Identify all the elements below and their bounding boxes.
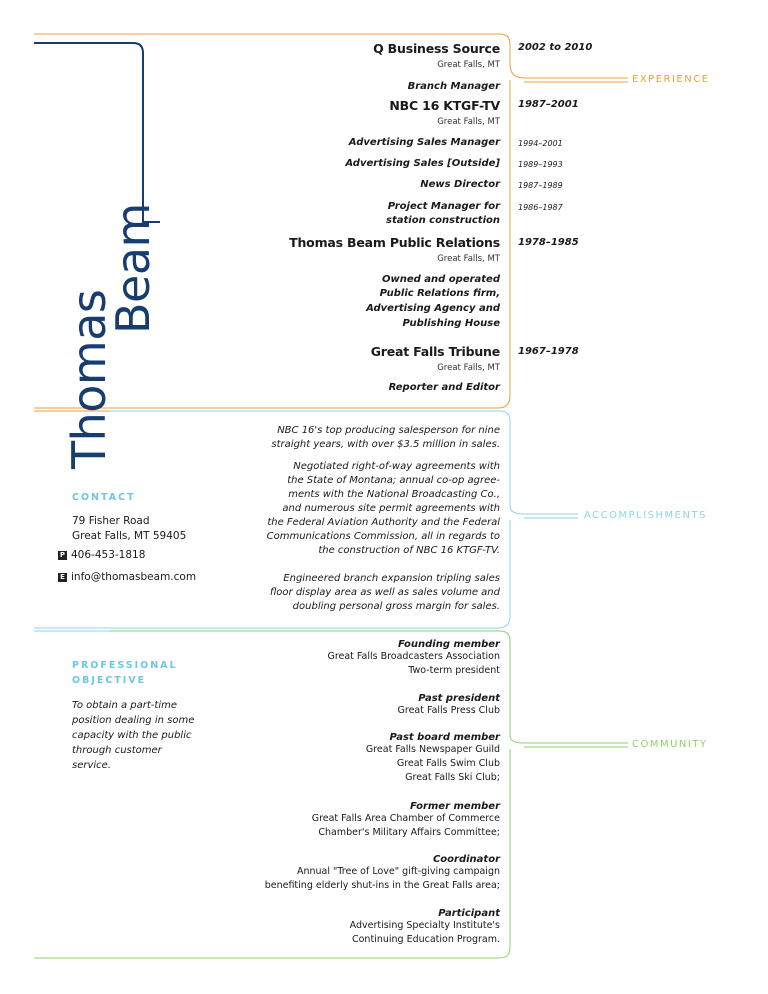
experience-frame-line bbox=[34, 34, 628, 78]
role-project-manager-2: station construction bbox=[386, 215, 500, 226]
accomplishment-1: NBC 16's top producing salesperson for nine straight years, with over $3.5 million in sales. bbox=[271, 425, 500, 450]
date-project-manager: 1986–1987 bbox=[518, 203, 563, 212]
date-tbpr: 1978–1985 bbox=[518, 237, 579, 248]
section-experience-label: EXPERIENCE bbox=[632, 74, 710, 85]
org-tbpr: Thomas Beam Public Relations bbox=[289, 235, 500, 250]
section-accomplishments-label: ACCOMPLISHMENTS bbox=[584, 510, 707, 521]
org-tribune: Great Falls Tribune bbox=[370, 344, 500, 359]
role-project-manager-1: Project Manager for bbox=[387, 201, 500, 212]
community-coordinator: Coordinator Annual "Tree of Love" gift-giving campaign benefiting elderly shut-ins in the Great Falls area; bbox=[264, 854, 500, 891]
community-former-member: Former member Great Falls Area Chamber of Commerce Chamber's Military Affairs Committee; bbox=[311, 801, 500, 838]
desc-tbpr-1: Owned and operated bbox=[382, 274, 500, 285]
date-nbc: 1987–2001 bbox=[518, 99, 579, 110]
date-news-director: 1987–1989 bbox=[518, 181, 563, 190]
name-last: Beam bbox=[106, 203, 160, 334]
contact-email-row bbox=[58, 570, 196, 585]
loc-nbc: Great Falls, MT bbox=[437, 117, 500, 127]
date-q-business: 2002 to 2010 bbox=[518, 42, 593, 53]
loc-tbpr: Great Falls, MT bbox=[437, 254, 500, 264]
org-q-business: Q Business Source bbox=[373, 41, 500, 56]
loc-q-business: Great Falls, MT bbox=[437, 60, 500, 70]
contact-heading: CONTACT bbox=[72, 492, 136, 503]
date-ad-sales-manager: 1994–2001 bbox=[518, 139, 563, 148]
contact-phone[interactable]: 406-453-1818 bbox=[71, 549, 146, 561]
contact-phone-row bbox=[58, 548, 145, 563]
objective-heading-1: PROFESSIONAL bbox=[72, 660, 178, 671]
desc-tbpr-2: Public Relations firm, bbox=[379, 288, 500, 299]
email-icon: E bbox=[58, 573, 67, 582]
objective-heading-2: OBJECTIVE bbox=[72, 675, 147, 686]
accomplishment-3: Engineered branch expansion tripling sales floor display area as well as sales volume and doubling personal gross margin for sales. bbox=[269, 573, 500, 612]
community-past-president: Past president Great Falls Press Club bbox=[397, 693, 500, 716]
role-ad-sales-manager: Advertising Sales Manager bbox=[348, 137, 500, 148]
contact-address-1: 79 Fisher Road bbox=[72, 515, 150, 527]
loc-tribune: Great Falls, MT bbox=[437, 363, 500, 373]
contact-address-2: Great Falls, MT 59405 bbox=[72, 530, 187, 542]
phone-icon: P bbox=[59, 550, 66, 559]
desc-tbpr-3: Advertising Agency and bbox=[366, 303, 500, 314]
role-ad-sales-outside: Advertising Sales [Outside] bbox=[345, 158, 500, 169]
community-participant: Participant Advertising Specialty Institute's Continuing Education Program. bbox=[349, 908, 500, 945]
accomplishment-2: Negotiated right-of-way agreements with the State of Montana; annual co-op agree- ments with the National Broadcasting Co., and numerous site permit agreements with the Federal Aviation Authority and the Federal Communications Commission, all in regards to the construction of NBC 16 KTGF-TV. bbox=[266, 461, 500, 556]
role-branch-manager: Branch Manager bbox=[407, 81, 500, 92]
date-tribune: 1967–1978 bbox=[518, 346, 579, 357]
name-first: Thomas bbox=[62, 289, 116, 469]
role-news-director: News Director bbox=[420, 179, 500, 190]
community-founding-member: Founding member Great Falls Broadcasters Association Two-term president bbox=[327, 639, 500, 676]
org-nbc: NBC 16 KTGF-TV bbox=[389, 98, 500, 113]
contact-email[interactable]: info@thomasbeam.com bbox=[71, 571, 197, 583]
section-community-label: COMMUNITY bbox=[632, 739, 708, 750]
role-reporter-editor: Reporter and Editor bbox=[388, 382, 500, 393]
objective-text: To obtain a part-time position dealing in some capacity with the public through customer service. bbox=[72, 700, 195, 771]
date-ad-sales-outside: 1989–1993 bbox=[518, 160, 563, 169]
community-past-board-member: Past board member Great Falls Newspaper Guild Great Falls Swim Club Great Falls Ski Club; bbox=[365, 732, 500, 783]
name-bracket-line bbox=[34, 43, 160, 222]
desc-tbpr-4: Publishing House bbox=[402, 318, 500, 329]
